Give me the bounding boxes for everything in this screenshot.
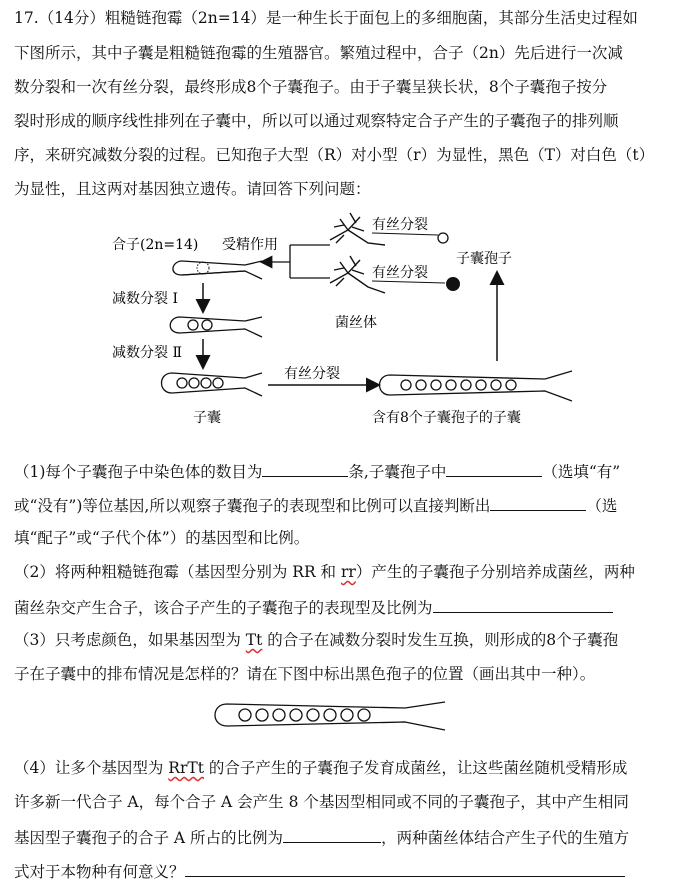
ascus8-label: 含有8个子囊孢子的子囊: [372, 410, 521, 426]
ascus-2-nuclei: [170, 317, 262, 337]
q2-blank[interactable]: [433, 596, 613, 613]
q4-line-2: 许多新一代合子 A，每个合子 A 会产生 8 个基因型相同或不同的子囊孢子，其中产生相同: [14, 793, 629, 811]
intro-line-4: 裂时形成的顺序线性排列在子囊中，所以可以通过观察特定合子产生的子囊孢子的排列顺: [14, 112, 619, 130]
meiosis1-label: 减数分裂 Ⅰ: [112, 291, 178, 307]
fertilization-label: 受精作用: [222, 237, 278, 253]
q3-line-1: [14, 630, 618, 650]
q4-line-1: [14, 758, 627, 778]
q4-text-d: ，两种菌丝体结合产生子代的生殖方: [381, 829, 630, 847]
q3-genotype-tt: Tt: [245, 631, 263, 649]
mitosis-top-label: 有丝分裂: [372, 217, 428, 233]
life-cycle-diagram: [0, 205, 692, 435]
q1-text-d: 或“没有”)等位基因,所以观察子囊孢子的表现型和比例可以直接判断出: [14, 497, 491, 515]
ascus-8-spores: [380, 371, 573, 401]
q1-line-1: [14, 460, 620, 482]
q2-text-b: ）产生的子囊孢子分别培养成菌丝，两种: [355, 563, 635, 581]
ascus-label: 子囊: [193, 410, 221, 426]
intro-line-2: 下图所示，其中子囊是粗糙链孢霉的生殖器官。繁殖过程中，合子（2n）先后进行一次减: [14, 44, 623, 62]
q4-text-e: 式对于本物种有何意义？: [14, 863, 185, 881]
zygote-nucleus: [197, 262, 209, 274]
q2-line-2: [14, 596, 613, 618]
white-spore: [438, 233, 448, 243]
q4-line-3: [14, 826, 629, 848]
q4-line-4: [14, 860, 625, 882]
q1-blank-3[interactable]: [490, 494, 586, 511]
q4-blank-2[interactable]: [185, 860, 625, 877]
meiosis2-label: 减数分裂 Ⅱ: [112, 345, 182, 361]
q1-text-a: （1)每个子囊孢子中染色体的数目为: [14, 463, 263, 481]
q4-blank-1[interactable]: [283, 826, 381, 843]
q2-genotype-rr: rr: [341, 563, 356, 581]
q2-text-a: （2）将两种粗糙链孢霉（基因型分别为 RR 和: [14, 563, 341, 581]
spore-label: 子囊孢子: [456, 251, 512, 267]
q1-line-2: [14, 494, 617, 516]
intro-line-6: 为显性，且这两对基因独立遗传。请回答下列问题：: [14, 180, 371, 198]
q4-text-b: 的合子产生的子囊孢子发育成菌丝，让这些菌丝随机受精形成: [203, 759, 628, 777]
q3-line-2: 子在子囊中的排布情况是怎样的？请在下图中标出黑色孢子的位置（画出其中一种）。: [14, 665, 596, 683]
q1-line-3: 填“配子”或“子代个体”）的基因型和比例。: [14, 529, 310, 547]
zygote-label: 合子(2n=14): [112, 237, 199, 253]
q1-text-c: （选填“有”: [542, 463, 621, 481]
q3-text-a: （3）只考虑颜色，如果基因型为: [14, 631, 246, 649]
q4-genotype-rrtt: RrTt: [168, 759, 204, 777]
intro-line-1: 17.（14分）粗糙链孢霉（2n=14）是一种生长于面包上的多细胞菌，其部分生活史过程如: [14, 9, 638, 27]
hypha-label: 菌丝体: [335, 315, 377, 331]
q4-text-c: 基因型子囊孢子的合子 A 所占的比例为: [14, 829, 284, 847]
q1-blank-2[interactable]: [446, 460, 542, 477]
q1-text-b: 条,子囊孢子中: [348, 463, 447, 481]
q2-line-1: [14, 562, 635, 582]
q4-text-a: （4）让多个基因型为: [14, 759, 169, 777]
q2-text-c: 菌丝杂交产生合子，该合子产生的子囊孢子的表现型及比例为: [14, 599, 433, 617]
answer-ascus-diagram[interactable]: [205, 694, 465, 738]
mitosis-label: 有丝分裂: [284, 366, 340, 382]
q1-text-e: （选: [586, 497, 618, 515]
ascus-4-nuclei: [162, 373, 263, 396]
mitosis-mid-label: 有丝分裂: [372, 265, 428, 281]
q1-blank-1[interactable]: [262, 460, 348, 477]
q3-text-b: 的合子在减数分裂时发生互换，则形成的8个子囊孢: [262, 631, 619, 649]
black-spore: [446, 277, 460, 291]
intro-line-3: 数分裂和一次有丝分裂，最终形成8个子囊孢子。由于子囊呈狭长状，8个子囊孢子按分: [14, 78, 608, 96]
intro-line-5: 序，来研究减数分裂的过程。已知孢子大型（R）对小型（r）为显性，黑色（T）对白色（t）: [14, 146, 655, 164]
